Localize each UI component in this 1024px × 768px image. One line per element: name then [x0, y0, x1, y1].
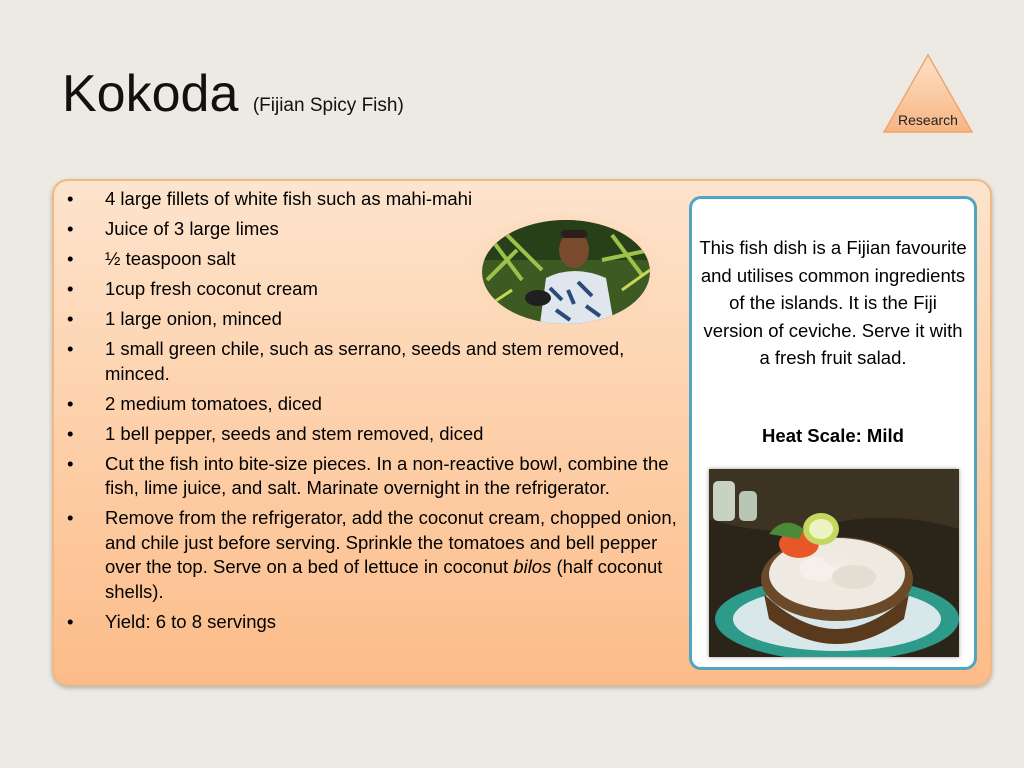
list-item: • 1 small green chile, such as serrano, seeds and stem removed, minced.: [67, 338, 625, 384]
page-subtitle: (Fijian Spicy Fish): [252, 95, 404, 116]
dish-description: This fish dish is a Fijian favourite and utilises common ingredients of the islands. It is the Fiji version of ceviche. Serve it with a fresh fruit salad.: [699, 237, 967, 368]
list-item: • Cut the fish into bite-size pieces. In a non-reactive bowl, combine the fish, lime juice, and salt. Marinate overnight in the refrigerator.: [67, 452, 669, 498]
dish-photo: [709, 469, 959, 657]
chef-photo-illustration: [482, 220, 650, 324]
list-item: • 1cup fresh coconut cream: [67, 278, 318, 299]
research-button[interactable]: [880, 52, 976, 136]
list-item: • 1 bell pepper, seeds and stem removed, diced: [67, 422, 484, 444]
dish-photo-illustration: [709, 469, 959, 657]
page-title: Kokoda: [62, 65, 239, 123]
list-item: • Remove from the refrigerator, add the coconut cream, chopped onion, and chile just before serving. Sprinkle the tomatoes and bell pepper over the top. Serve on a bed of lettuce in coconut bilos (half coconut shells).: [67, 507, 677, 602]
list-item: • 4 large fillets of white fish such as mahi-mahi: [67, 188, 473, 209]
list-item: • ½ teaspoon salt: [67, 248, 236, 269]
slide-title: [62, 64, 404, 124]
list-item: • 2 medium tomatoes, diced: [67, 392, 322, 414]
research-button-label: Research: [898, 112, 958, 128]
list-item: • 1 large onion, minced: [67, 308, 282, 329]
chef-photo: [482, 220, 650, 324]
heat-scale: Heat Scale: Mild: [762, 425, 904, 446]
list-item: • Juice of 3 large limes: [67, 218, 279, 239]
list-item: • Yield: 6 to 8 servings: [67, 610, 277, 632]
